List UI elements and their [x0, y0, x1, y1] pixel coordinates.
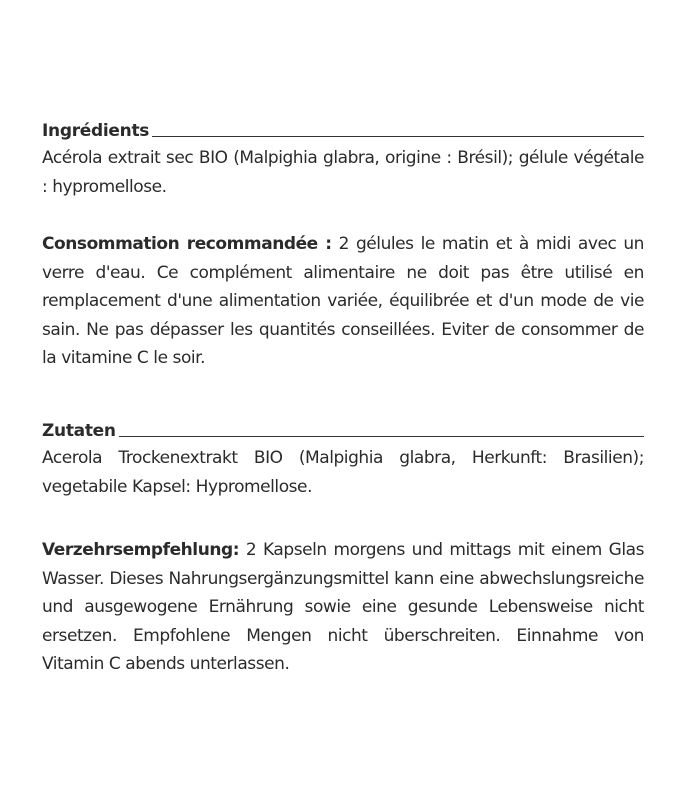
usage-lead-fr: Consommation recommandée : — [42, 234, 332, 254]
ingredients-heading-row-fr — [42, 117, 644, 141]
ingredients-text-de: Acerola Trockenextrakt BIO (Malpighia glabra, Herkunft: Brasilien); vegetabile Kapsel: Hypromellose. — [42, 448, 644, 497]
usage-text-de: 2 Kapseln morgens und mittags mit einem Glas Wasser. Dieses Nahrungsergänzungsmittel kann eine abwechslungsreiche und ausgewogene Ernährung sowie eine gesunde Lebensweise nicht ersetzen. Empfohlene Mengen nicht überschreiten. Einnahme von Vitamin C abends unterlassen. — [42, 540, 644, 674]
ingredients-text-fr: Acérola extrait sec BIO (Malpighia glabra, origine : Brésil); gélule végétale : hypromellose. — [42, 148, 644, 197]
usage-section-de — [42, 536, 644, 679]
ingredients-heading-row-de — [42, 417, 644, 441]
usage-paragraph-de — [42, 536, 644, 679]
usage-section-fr — [42, 230, 644, 373]
heading-underline-rule — [152, 136, 644, 137]
usage-lead-de: Verzehrsempfehlung: — [42, 540, 240, 560]
ingredients-heading-fr: Ingrédients — [42, 121, 150, 141]
ingredients-section-de — [42, 417, 644, 501]
usage-paragraph-fr — [42, 230, 644, 373]
ingredients-heading-de: Zutaten — [42, 421, 116, 441]
heading-underline-rule — [119, 436, 644, 437]
usage-text-fr: 2 gélules le matin et à midi avec un verre d'eau. Ce complément alimentaire ne doit pas être utilisé en remplacement d'une alimentation variée, équilibrée et d'un mode de vie sain. Ne pas dépasser les quantités conseillées. Eviter de consommer de la vitamine C le soir. — [42, 234, 644, 368]
ingredients-section-fr — [42, 117, 644, 201]
